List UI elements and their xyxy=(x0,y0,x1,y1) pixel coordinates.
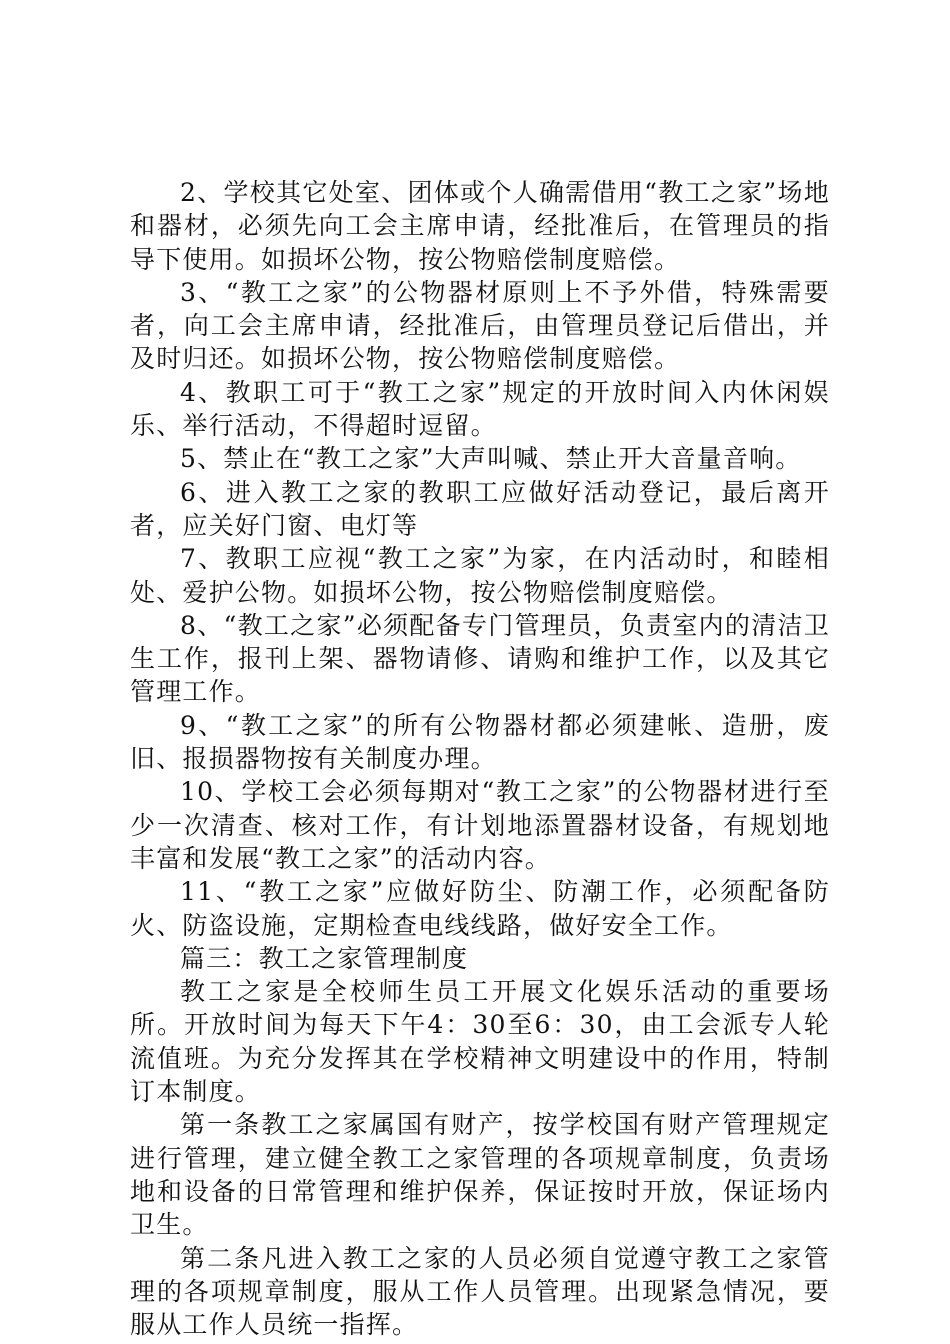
paragraph-item-5: 5、禁止在“教工之家”大声叫喊、禁止开大音量音响。 xyxy=(180,444,802,474)
paragraph-item-10: 10、学校工会必须每期对“教工之家”的公物器材进行至少一次清查、核对工作，有计划地添置器材设备，有规划地丰富和发展“教工之家”的活动内容。 xyxy=(130,777,830,873)
paragraph-item-8: 8、“教工之家”必须配备专门管理员，负责室内的清洁卫生工作，报刊上架、器物请修、请购和维护工作，以及其它管理工作。 xyxy=(130,610,830,707)
paragraph-item-2: 2、学校其它处室、团体或个人确需借用“教工之家”场地和器材，必须先向工会主席申请，经批准后，在管理员的指导下使用。如损坏公物，按公物赔偿制度赔偿。 xyxy=(130,178,830,274)
article-2-paragraph: 第二条凡进入教工之家的人员必须自觉遵守教工之家管理的各项规章制度，服从工作人员管理。出现紧急情况，要服从工作人员统一指挥。 xyxy=(130,1243,830,1340)
section-heading: 篇三：教工之家管理制度 xyxy=(180,943,469,973)
document-body xyxy=(130,176,830,1341)
paragraph-item-7: 7、教职工应视“教工之家”为家，在内活动时，和睦相处、爱护公物。如损坏公物，按公物赔偿制度赔偿。 xyxy=(130,544,830,607)
paragraph-item-3: 3、“教工之家”的公物器材原则上不予外借，特殊需要者，向工会主席申请，经批准后，由管理员登记后借出，并及时归还。如损坏公物，按公物赔偿制度赔偿。 xyxy=(130,277,830,374)
paragraph-item-11: 11、“教工之家”应做好防尘、防潮工作，必须配备防火、防盗设施，定期检查电线线路，做好安全工作。 xyxy=(130,877,830,940)
article-1-paragraph: 第一条教工之家属国有财产，按学校国有财产管理规定进行管理，建立健全教工之家管理的各项规章制度，负责场地和设备的日常管理和维护保养，保证按时开放，保证场内卫生。 xyxy=(130,1110,830,1240)
paragraph-item-4: 4、教职工可于“教工之家”规定的开放时间入内休闲娱乐、举行活动，不得超时逗留。 xyxy=(130,377,830,441)
paragraph-item-9: 9、“教工之家”的所有公物器材都必须建帐、造册，废旧、报损器物按有关制度办理。 xyxy=(130,710,830,774)
intro-paragraph: 教工之家是全校师生员工开展文化娱乐活动的重要场所。开放时间为每天下午4：30至6：30，由工会派专人轮流值班。为充分发挥其在学校精神文明建设中的作用，特制订本制度。 xyxy=(130,977,830,1107)
paragraph-item-6: 6、进入教工之家的教职工应做好活动登记，最后离开者，应关好门窗、电灯等 xyxy=(130,477,830,540)
